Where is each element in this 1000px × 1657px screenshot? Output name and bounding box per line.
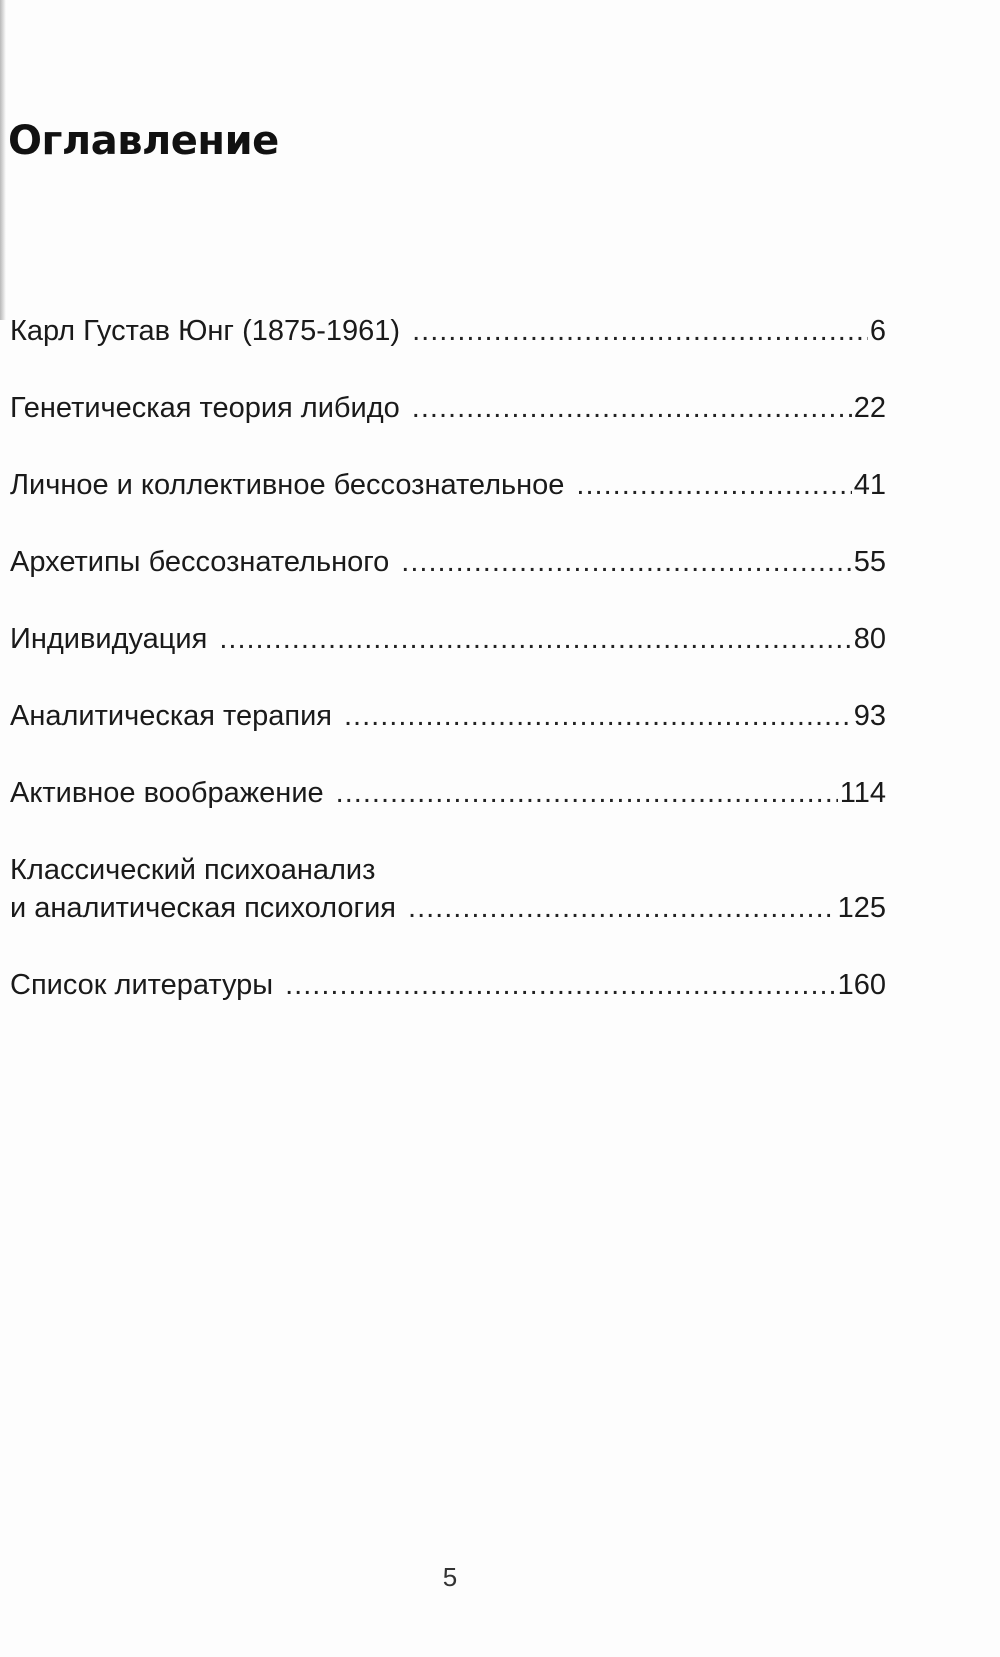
dot-leader bbox=[408, 889, 836, 927]
toc-entry-title: Активное воображение bbox=[10, 777, 324, 809]
toc-entry-title-line-2: и аналитическая психология bbox=[10, 892, 397, 924]
toc-entry bbox=[10, 851, 886, 927]
toc-entry-title: Карл Густав Юнг (1875-1961) bbox=[10, 315, 401, 347]
toc-entry-title: Список литературы bbox=[10, 969, 274, 1001]
toc-page-number: 93 bbox=[853, 700, 886, 732]
toc-page-number: 125 bbox=[837, 892, 886, 924]
toc-entry bbox=[10, 543, 886, 581]
toc-page-number: 6 bbox=[869, 315, 886, 347]
toc-entry-title: Генетическая теория либидо bbox=[10, 392, 400, 424]
page-title: Оглавление bbox=[8, 118, 279, 164]
toc-page-number: 160 bbox=[837, 969, 886, 1001]
spine-shadow bbox=[0, 0, 6, 320]
toc-entry-title-line-1: Классический психоанализ bbox=[10, 854, 376, 886]
toc-entry bbox=[10, 466, 886, 504]
toc-entry-title: Аналитическая терапия bbox=[10, 700, 332, 732]
page-number: 5 bbox=[442, 1562, 458, 1592]
toc-entry bbox=[10, 312, 886, 350]
toc-entry-title: Индивидуация bbox=[10, 623, 208, 655]
toc-page-number: 114 bbox=[839, 777, 886, 809]
toc-entry-title: Личное и коллективное бессознательное bbox=[10, 469, 565, 501]
toc-entry bbox=[10, 966, 886, 1004]
toc-page-number: 41 bbox=[853, 469, 886, 501]
toc-entry-title: Архетипы бессознательного bbox=[10, 546, 390, 578]
toc-page-number: 55 bbox=[853, 546, 886, 578]
dot-leader bbox=[401, 543, 851, 581]
toc-entry bbox=[10, 774, 886, 812]
toc-entry bbox=[10, 697, 886, 735]
toc-entry bbox=[10, 389, 886, 427]
dot-leader bbox=[285, 966, 835, 1004]
dot-leader bbox=[219, 620, 851, 658]
dot-leader bbox=[412, 312, 868, 350]
dot-leader bbox=[576, 466, 851, 504]
table-of-contents bbox=[10, 312, 886, 1043]
toc-page-number: 22 bbox=[853, 392, 886, 424]
toc-page-number: 80 bbox=[853, 623, 886, 655]
toc-entry bbox=[10, 620, 886, 658]
dot-leader bbox=[336, 774, 838, 812]
dot-leader bbox=[344, 697, 852, 735]
dot-leader bbox=[412, 389, 852, 427]
